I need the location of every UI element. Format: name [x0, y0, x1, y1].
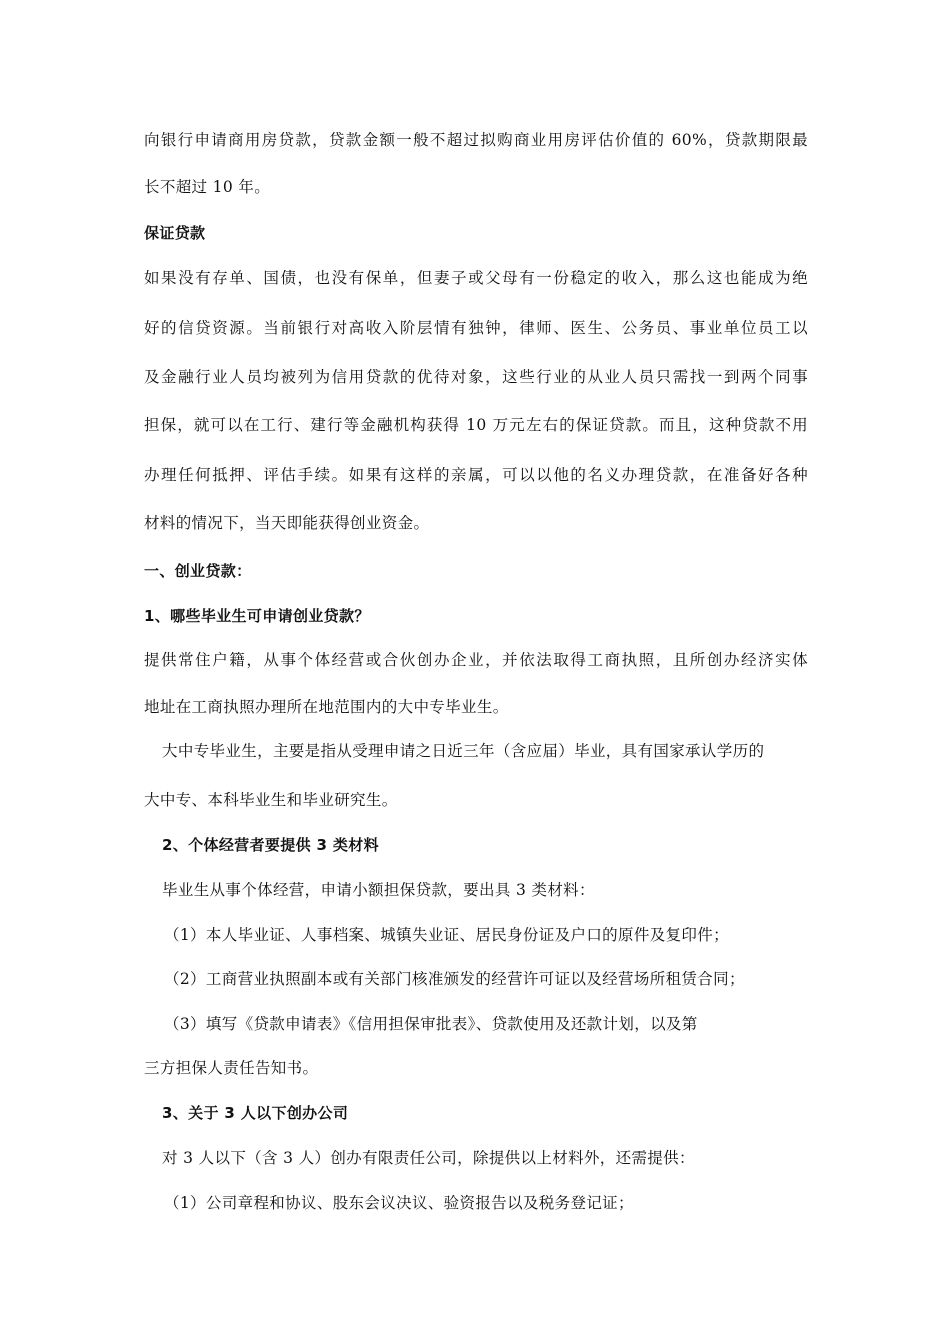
section-heading: 保证贷款 [144, 224, 206, 242]
paragraph-line: 如果没有存单、国债，也没有保单，但妻子或父母有一份稳定的收入，那么这也能成为绝 [144, 269, 808, 287]
paragraph-line: 三方担保人责任告知书。 [144, 1059, 319, 1077]
paragraph-line: 提供常住户籍，从事个体经营或合伙创办企业，并依法取得工商执照，且所创办经济实体 [144, 651, 808, 669]
paragraph-line: 担保，就可以在工行、建行等金融机构获得 10 万元左右的保证贷款。而且，这种贷款不用 [144, 416, 808, 434]
paragraph-line: 大中专毕业生，主要是指从受理申请之日近三年（含应届）毕业，具有国家承认学历的 [162, 742, 765, 760]
subsection-heading: 1、哪些毕业生可申请创业贷款？ [144, 607, 370, 625]
paragraph-line: 对 3 人以下（含 3 人）创办有限责任公司，除提供以上材料外，还需提供： [162, 1149, 695, 1167]
paragraph-line: 及金融行业人员均被列为信用贷款的优待对象，这些行业的从业人员只需找一到两个同事 [144, 368, 808, 386]
list-item: （2）工商营业执照副本或有关部门核准颁发的经营许可证以及经营场所租赁合同； [164, 970, 745, 988]
paragraph-line: 长不超过 10 年。 [144, 178, 271, 196]
subsection-heading: 3、关于 3 人以下创办公司 [162, 1104, 349, 1122]
paragraph-line: 办理任何抵押、评估手续。如果有这样的亲属，可以以他的名义办理贷款，在准备好各种 [144, 466, 808, 484]
list-item: （1）本人毕业证、人事档案、城镇失业证、居民身份证及户口的原件及复印件； [164, 926, 729, 944]
paragraph-line: 地址在工商执照办理所在地范围内的大中专毕业生。 [144, 698, 509, 716]
list-item: （1）公司章程和协议、股东会议决议、验资报告以及税务登记证； [164, 1194, 634, 1212]
section-heading: 一、创业贷款： [144, 562, 252, 580]
paragraph-line: 材料的情况下，当天即能获得创业资金。 [144, 514, 430, 532]
paragraph-line: 向银行申请商用房贷款，贷款金额一般不超过拟购商业用房评估价值的 60%，贷款期限最 [144, 131, 808, 149]
list-item: （3）填写《贷款申请表》《信用担保审批表》、贷款使用及还款计划，以及第 [164, 1015, 698, 1033]
paragraph-line: 好的信贷资源。当前银行对高收入阶层情有独钟，律师、医生、公务员、事业单位员工以 [144, 319, 808, 337]
subsection-heading: 2、个体经营者要提供 3 类材料 [162, 836, 379, 854]
paragraph-line: 毕业生从事个体经营，申请小额担保贷款，要出具 3 类材料： [162, 881, 595, 899]
paragraph-line: 大中专、本科毕业生和毕业研究生。 [144, 791, 398, 809]
